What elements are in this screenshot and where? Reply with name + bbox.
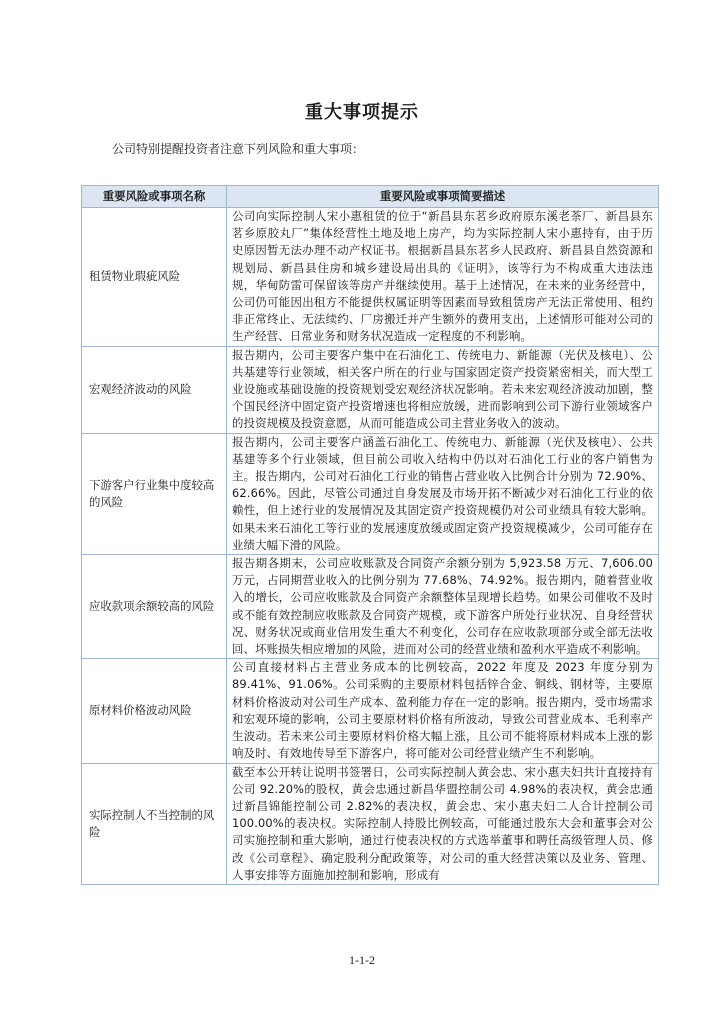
risk-description: 报告期内，公司主要客户涵盖石油化工、传统电力、新能源（光伏及核电）、公共基建等多个行业领域，但目前公司收入结构中仍以对石油化工行业的客户销售为主。报告期内，公司对石油化工行业的销售占营业收入比例合计分别为 72.90%、62.66%。因此，尽管公司通过自身发展及市场开拓不断减少对石油化工行业的依赖性，但上述行业的发展情况及其固定资产投资规模仍对公司业绩具有较大影响。如果未来石油化工等行业的发展速度放缓或固定资产投资规模减少，公司可能存在业绩大幅下滑的风险。 — [227, 433, 659, 554]
intro-text: 公司特别提醒投资者注意下列风险和重大事项： — [112, 142, 365, 156]
risk-name: 实际控制人不当控制的风险 — [82, 763, 227, 884]
table-row — [82, 763, 659, 884]
table-row — [82, 208, 659, 347]
risk-description: 公司直接材料占主营业务成本的比例较高，2022 年度及 2023 年度分别为 89.41%、91.06%。公司采购的主要原材料包括锌合金、铜线、钢材等，主要原材料价格波动对公司生产成本、盈利能力存在一定的影响。报告期内，受市场需求和宏观环境的影响，公司主要原材料价格有所波动，导致公司营业成本、毛利率产生波动。若未来公司主要原材料价格大幅上涨，且公司不能将原材料成本上涨的影响及时、有效地传导至下游客户，将可能对公司经营业绩产生不利影响。 — [227, 659, 659, 763]
risk-name: 应收款项余额较高的风险 — [82, 555, 227, 659]
page-title: 重大事项提示 — [305, 102, 419, 123]
risk-name: 原材料价格波动风险 — [82, 659, 227, 763]
risk-name: 宏观经济波动的风险 — [82, 346, 227, 433]
table-row — [82, 555, 659, 659]
table-row — [82, 346, 659, 433]
risk-name: 下游客户行业集中度较高的风险 — [82, 433, 227, 554]
risk-description: 报告期内，公司主要客户集中在石油化工、传统电力、新能源（光伏及核电）、公共基建等行业领域，相关客户所在的行业与国家固定资产投资紧密相关，而大型工业设施或基础设施的投资规划受宏观经济状况影响。若未来宏观经济波动加剧，整个国民经济中固定资产投资增速也将相应放缓，进而影响到公司下游行业领域客户的投资规模及投资意愿，从而可能造成公司主营业务收入的波动。 — [227, 346, 659, 433]
risk-description: 公司向实际控制人宋小惠租赁的位于“新昌县东茗乡政府原东溪老茶厂、新昌县东茗乡原胶丸厂”集体经营性土地及地上房产，均为实际控制人宋小惠持有，由于历史原因暂无法办理不动产权证书。根据新昌县东茗乡人民政府、新昌县自然资源和规划局、新昌县住房和城乡建设局出具的《证明》，该等行为不构成重大违法违规，华甸防雷可保留该等房产并继续使用。基于上述情况，在未来的业务经营中，公司仍可能因出租方不能提供权属证明等因素而导致租赁房产无法正常使用、租约非正常终止、无法续约、厂房搬迁并产生额外的费用支出，上述情形可能对公司的生产经营、日常业务和财务状况造成一定程度的不利影响。 — [227, 208, 659, 347]
risk-table — [81, 185, 659, 885]
table-row — [82, 659, 659, 763]
header-risk-description: 重要风险或事项简要描述 — [227, 186, 659, 208]
header-risk-name: 重要风险或事项名称 — [82, 186, 227, 208]
table-row — [82, 433, 659, 554]
table-header-row — [82, 186, 659, 208]
page-number: 1-1-2 — [349, 953, 375, 967]
risk-name: 租赁物业瑕疵风险 — [82, 208, 227, 347]
risk-description: 报告期各期末，公司应收账款及合同资产余额分别为 5,923.58 万元、7,606.00 万元，占同期营业收入的比例分别为 77.68%、74.92%。报告期内，随着营业收入的增长，公司应收账款及合同资产余额整体呈现增长趋势。如果公司催收不及时或不能有效控制应收账款及合同资产规模，或下游客户所处行业状况、自身经营状况、财务状况或商业信用发生重大不利变化，公司存在应收款项部分或全部无法收回、坏账损失相应增加的风险，进而对公司的经营业绩和盈利水平造成不利影响。 — [227, 555, 659, 659]
risk-description: 截至本公开转让说明书签署日，公司实际控制人黄会忠、宋小惠夫妇共计直接持有公司 92.20%的股权，黄会忠通过新昌华盟控制公司 4.98%的表决权，黄会忠通过新昌锦能控制公司 2.82%的表决权，黄会忠、宋小惠夫妇二人合计控制公司 100.00%的表决权。实际控制人持股比例较高，可能通过股东大会和董事会对公司实施控制和重大影响，通过行使表决权的方式选举董事和聘任高级管理人员、修改《公司章程》、确定股利分配政策等，对公司的重大经营决策以及业务、管理、人事安排等方面施加控制和影响，形成有 — [227, 763, 659, 884]
